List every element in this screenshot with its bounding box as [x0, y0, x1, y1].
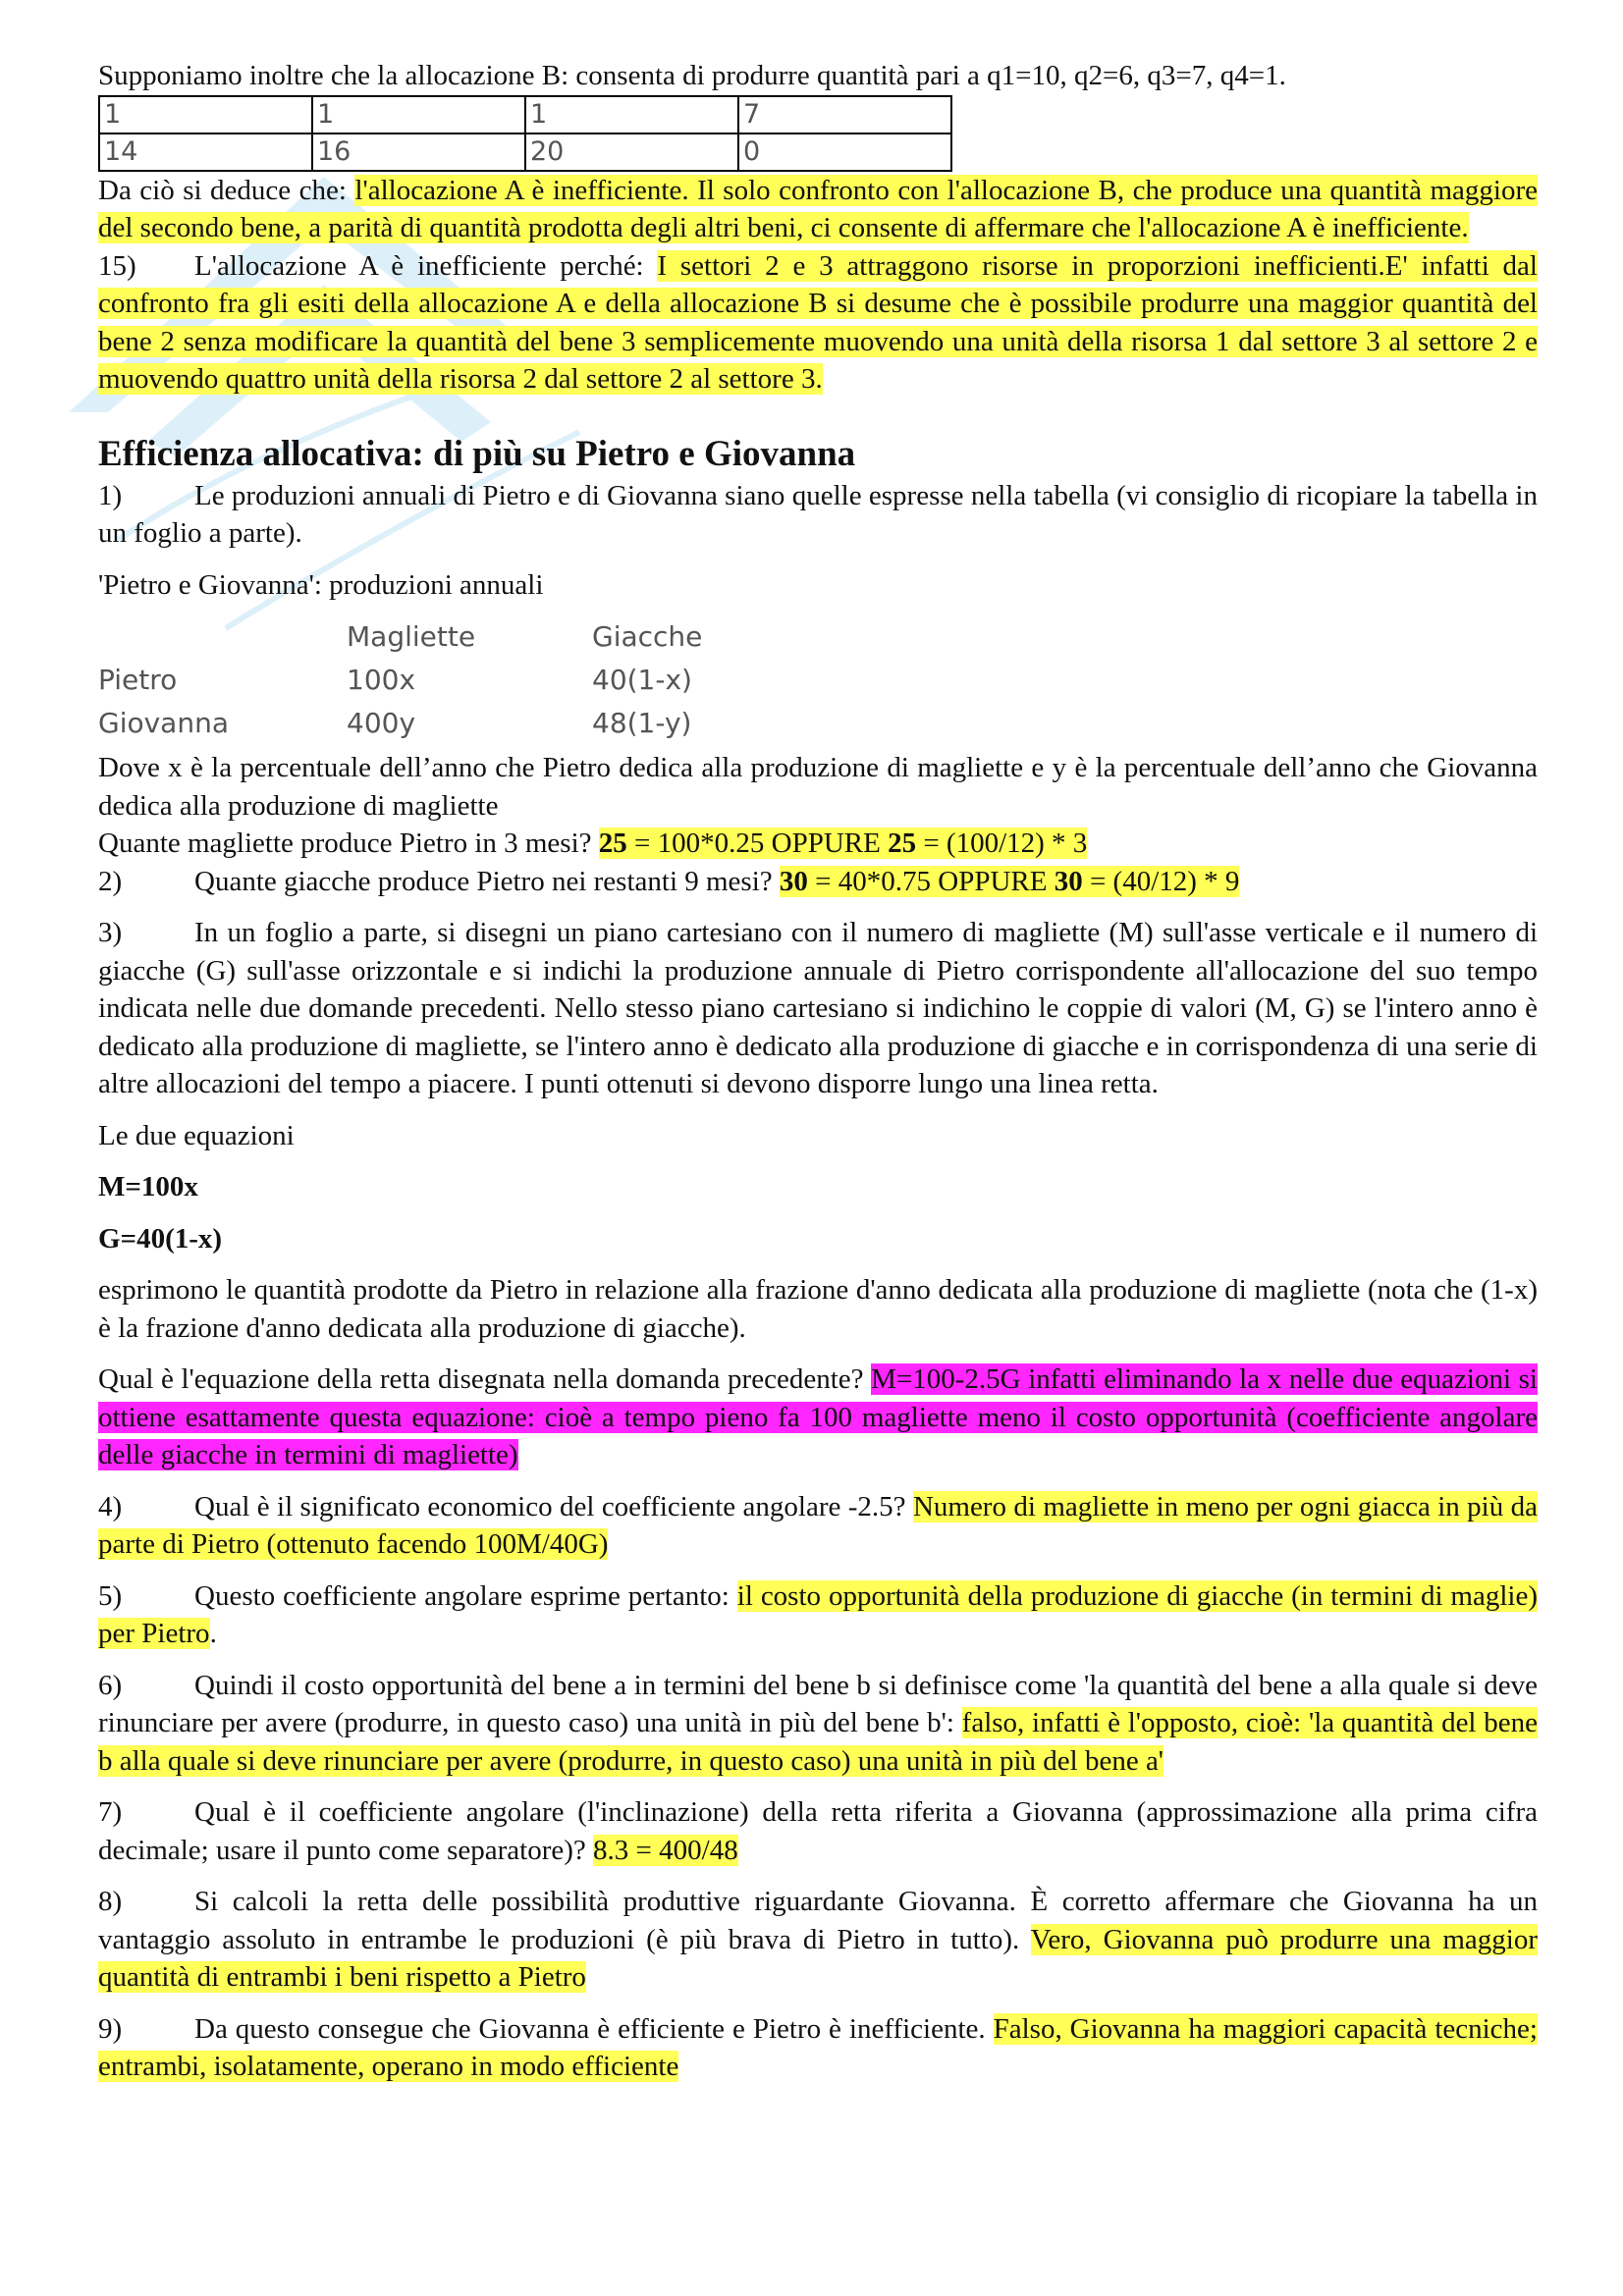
question-number: 15) — [98, 249, 136, 282]
question-text: Questo coefficiente angolare esprime pertanto: — [194, 1579, 737, 1612]
answer-highlight: 8.3 = 400/48 — [593, 1834, 738, 1866]
answer-bold: 30 — [1054, 865, 1083, 897]
table-cell: 20 — [525, 133, 738, 171]
question-9 — [98, 2010, 1538, 2086]
table-cell: 14 — [99, 133, 312, 171]
answer-bold: 25 — [598, 828, 627, 859]
production-table — [98, 615, 702, 745]
question-number: 7) — [98, 1796, 123, 1828]
question-text: Le produzioni annuali di Pietro e di Giovanna siano quelle espresse nella tabella (vi consiglio di ricopiare la tabella in un foglio a parte). — [98, 479, 1538, 549]
equation-g: G=40(1-x) — [98, 1222, 223, 1255]
section-heading: Efficienza allocativa: di più su Pietro e Giovanna — [98, 433, 856, 474]
question-number: 1) — [98, 479, 123, 511]
table-cell: 1 — [312, 96, 525, 133]
question-number: 2) — [98, 865, 123, 897]
answer-highlight: Vero, Giovanna può produrre una maggior quantità di entrambi i beni rispetto a Pietro — [98, 1923, 1539, 1993]
table-cell: 40(1-x) — [592, 663, 692, 696]
answer-highlight — [780, 866, 1240, 897]
answer-highlight: l'allocazione A è inefficiente. Il solo confronto con l'allocazione B, che produce una quantità maggiore del secondo bene, a parità di quantità prodotta degli altri beni, ci consente di affermare che l'allocazione A è inefficiente. — [98, 174, 1538, 243]
answer-text: = (40/12) * 9 — [1082, 865, 1240, 897]
question-text: Da ciò si deduce che: — [98, 174, 355, 206]
question-number: 4) — [98, 1490, 123, 1522]
allocation-b-table — [98, 95, 952, 172]
deduce-paragraph — [98, 172, 1538, 247]
table-row — [98, 659, 702, 702]
table-header-cell: Magliette — [347, 619, 476, 653]
table-cell: 7 — [738, 96, 951, 133]
document-page — [98, 57, 1538, 2086]
question-3 — [98, 914, 1538, 1103]
answer-magenta: M=100-2.5G infatti eliminando la x nelle due equazioni si ottiene esattamente questa equazione: cioè a tempo pieno fa 100 magliette meno il costo opportunità (coefficiente angolare delle giacche in termini di magliette) — [98, 1363, 1538, 1470]
answer-highlight: Falso, Giovanna ha maggiori capacità tecniche; entrambi, isolatamente, operano in modo efficiente — [98, 2012, 1538, 2082]
answer-highlight: il costo opportunità della produzione di giacche (in termini di maglie) per Pietro — [98, 1579, 1539, 1649]
question-number: 3) — [98, 917, 123, 948]
question-number: 8) — [98, 1886, 123, 1917]
table-cell: 1 — [525, 96, 738, 133]
question-text: Qual è il coefficiente angolare (l'inclinazione) della retta riferita a Giovanna (approssimazione alla prima cifra decimale; usare il punto come separatore)? — [98, 1796, 1538, 1866]
question-text: Si calcoli la retta delle possibilità produttive riguardante Giovanna. È corretto affermare che Giovanna ha un vantaggio assoluto in entrambe le produzioni (è più brava di Pietro in tutto). — [98, 1886, 1538, 1955]
table-cell: 16 — [312, 133, 525, 171]
question-text: Qual è l'equazione della retta disegnata nella domanda precedente? — [98, 1363, 872, 1395]
question-7 — [98, 1793, 1538, 1869]
answer-tail: . — [209, 1618, 217, 1649]
question-text: Quante magliette produce Pietro in 3 mesi? — [98, 828, 599, 859]
equation-m: M=100x — [98, 1171, 198, 1202]
table-cell: 100x — [347, 663, 416, 696]
question-4 — [98, 1488, 1538, 1564]
table-header-cell: Giacche — [592, 619, 703, 653]
question-8 — [98, 1883, 1538, 1997]
question-6 — [98, 1667, 1538, 1781]
table-row — [98, 702, 702, 745]
question-5 — [98, 1577, 1538, 1653]
question-2 — [98, 863, 1538, 901]
question-text: Da questo consegue che Giovanna è efficiente e Pietro è inefficiente. — [194, 2012, 994, 2045]
table-cell: Pietro — [98, 663, 178, 696]
question-1 — [98, 477, 1538, 553]
answer-text: = 100*0.25 OPPURE — [626, 828, 889, 859]
quante-magliette — [98, 825, 1538, 863]
table-cell: Giovanna — [98, 706, 229, 739]
answer-text: = (100/12) * 3 — [916, 828, 1088, 859]
question-number: 6) — [98, 1669, 123, 1701]
question-text: Quindi il costo opportunità del bene a in termini del bene b si definisce come 'la quantità del bene a alla quale si deve rinunciare per avere (produrre, in questo caso) una unità in più del bene b': — [98, 1669, 1538, 1738]
answer-highlight — [599, 828, 1088, 859]
table-header-cell — [98, 615, 347, 659]
due-equazioni: Le due equazioni — [98, 1119, 295, 1151]
answer-bold: 30 — [779, 865, 808, 897]
answer-text: = 40*0.75 OPPURE — [807, 865, 1055, 897]
question-text: Qual è il significato economico del coefficiente angolare -2.5? — [194, 1490, 913, 1522]
answer-highlight: I settori 2 e 3 attraggono risorse in proporzioni inefficienti.E' infatti dal confronto fra gli esiti della allocazione A e della allocazione B si desume che è possibile produrre una maggior quantità del bene 2 senza modificare la quantità del bene 3 semplicemente muovendo una unità della risorsa 1 dal settore 3 al settore 2 e muovendo quattro unità della risorsa 2 dal settore 2 al settore 3. — [98, 249, 1538, 395]
intro-paragraph: Supponiamo inoltre che la allocazione B: consenta di produrre quantità pari a q1=10, q2=6, q3=7, q4=1. — [98, 60, 1286, 91]
question-text: L'allocazione A è inefficiente perché: — [194, 249, 658, 282]
question-number: 5) — [98, 1579, 123, 1612]
question-number: 9) — [98, 2012, 123, 2045]
retta-question — [98, 1361, 1538, 1474]
question-text: In un foglio a parte, si disegni un piano cartesiano con il numero di magliette (M) sull'asse verticale e il numero di giacche (G) sull'asse orizzontale e si indichi la produzione annuale di Pietro corrispondente all'allocazione del suo tempo indicata nelle due domande precedenti. Nello stesso piano cartesiano si indichino le coppie di valori (M, G) se l'intero anno è dedicato alla produzione di magliette, se l'intero anno è dedicato alla produzione di giacche e in corrispondenza di una serie di altre allocazioni del tempo a piacere. I punti ottenuti si devono disporre lungo una linea retta. — [98, 917, 1538, 1099]
dove-paragraph: Dove x è la percentuale dell’anno che Pietro dedica alla produzione di magliette e y è la percentuale dell’anno che Giovanna dedica alla produzione di magliette — [98, 752, 1538, 822]
question-text: Quante giacche produce Pietro nei restanti 9 mesi? — [194, 865, 780, 897]
table-cell: 1 — [99, 96, 312, 133]
table-cell: 48(1-y) — [592, 706, 692, 739]
answer-highlight: falso, infatti è l'opposto, cioè: 'la quantità del bene b alla quale si deve rinunciare per avere (produrre, in questo caso) una unità in più del bene a' — [98, 1707, 1538, 1777]
table-cell: 400y — [347, 706, 416, 739]
table-cell: 0 — [738, 133, 951, 171]
table-title: 'Pietro e Giovanna': produzioni annuali — [98, 568, 544, 601]
table-row — [99, 96, 951, 133]
table-row — [99, 133, 951, 171]
table-header-row — [98, 615, 702, 659]
esprimono-paragraph: esprimono le quantità prodotte da Pietro in relazione alla frazione d'anno dedicata alla produzione di magliette (nota che (1-x) è la frazione d'anno dedicata alla produzione di giacche). — [98, 1274, 1538, 1344]
answer-highlight: Numero di magliette in meno per ogni giacca in più da parte di Pietro (ottenuto facendo 100M/40G) — [98, 1490, 1538, 1560]
question-15 — [98, 247, 1538, 399]
answer-bold: 25 — [888, 828, 917, 859]
